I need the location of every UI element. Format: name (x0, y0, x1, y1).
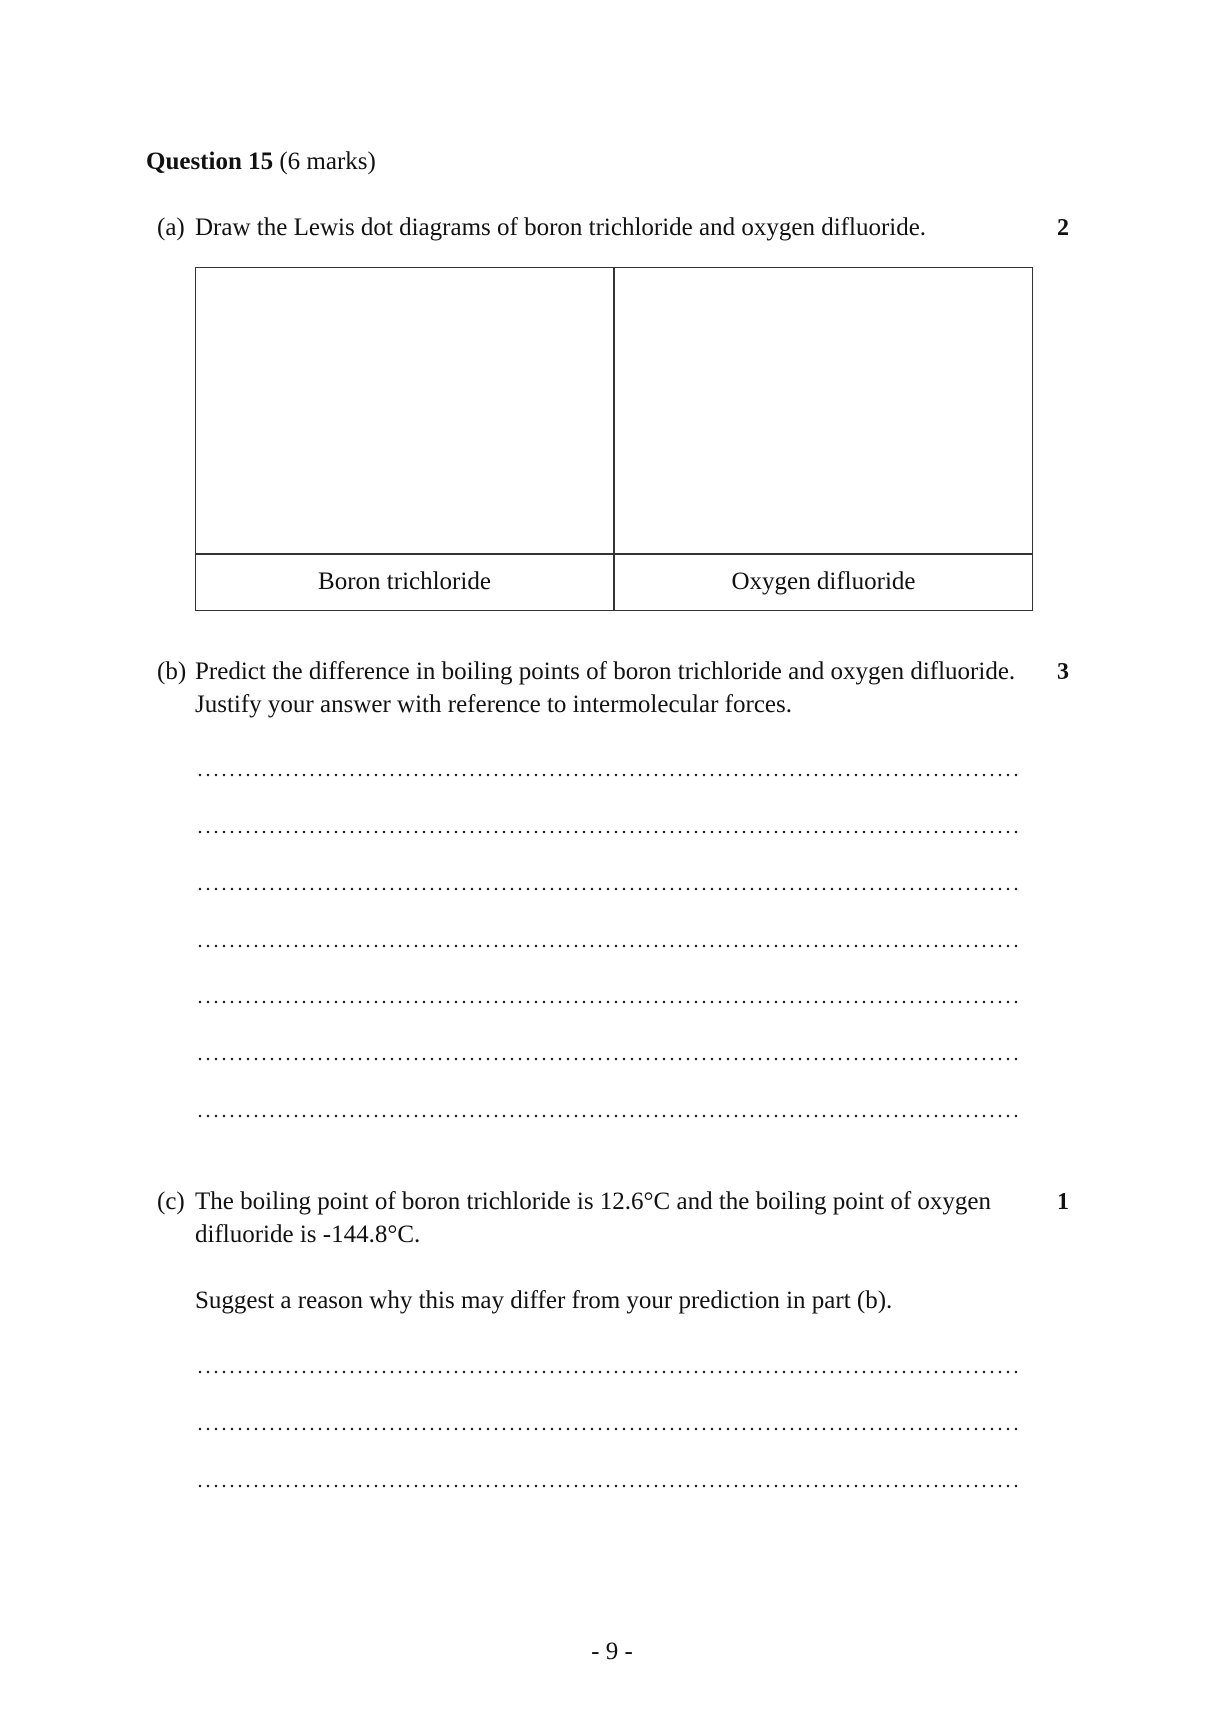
part-a-label: (a) (157, 214, 185, 241)
part-b-answer-line[interactable] (196, 1000, 1022, 1004)
lewis-diagram-table (195, 267, 1033, 611)
part-b-answer-line[interactable] (196, 944, 1022, 948)
part-b-label: (b) (157, 658, 187, 685)
part-c-question-line-2: difluoride is -144.8°C. (195, 1221, 421, 1248)
part-c-answer-line[interactable] (196, 1370, 1022, 1374)
part-b-mark: 3 (1057, 659, 1069, 685)
part-b-answer-line[interactable] (196, 1114, 1022, 1118)
part-c-mark: 1 (1057, 1189, 1069, 1215)
question-marks: (6 marks) (279, 148, 376, 175)
page-number: - 9 - (591, 1638, 633, 1665)
part-c-question-line-3: Suggest a reason why this may differ from your prediction in part (b). (195, 1287, 893, 1314)
oxygen-difluoride-caption: Oxygen difluoride (731, 568, 916, 595)
part-a-mark: 2 (1057, 215, 1069, 241)
part-b-answer-line[interactable] (196, 773, 1022, 777)
part-b-answer-line[interactable] (196, 830, 1022, 834)
part-c-question-line-1: The boiling point of boron trichloride is 12.6°C and the boiling point of oxygen (195, 1188, 992, 1215)
part-c-label: (c) (157, 1188, 185, 1215)
part-b-question-line-1: Predict the difference in boiling points of boron trichloride and oxygen difluoride. (195, 658, 1016, 685)
part-b-answer-line[interactable] (196, 887, 1022, 891)
part-c-answer-line[interactable] (196, 1484, 1022, 1488)
question-title (146, 145, 376, 179)
question-number: Question 15 (146, 148, 274, 175)
part-c-answer-line[interactable] (196, 1427, 1022, 1431)
oxygen-difluoride-drawing-area[interactable] (615, 268, 1032, 553)
boron-trichloride-caption: Boron trichloride (318, 568, 491, 595)
part-b-answer-line[interactable] (196, 1057, 1022, 1061)
part-b-question-line-2: Justify your answer with reference to intermolecular forces. (195, 691, 792, 718)
boron-trichloride-drawing-area[interactable] (196, 268, 613, 553)
part-a-text: Draw the Lewis dot diagrams of boron trichloride and oxygen difluoride. (195, 214, 927, 241)
